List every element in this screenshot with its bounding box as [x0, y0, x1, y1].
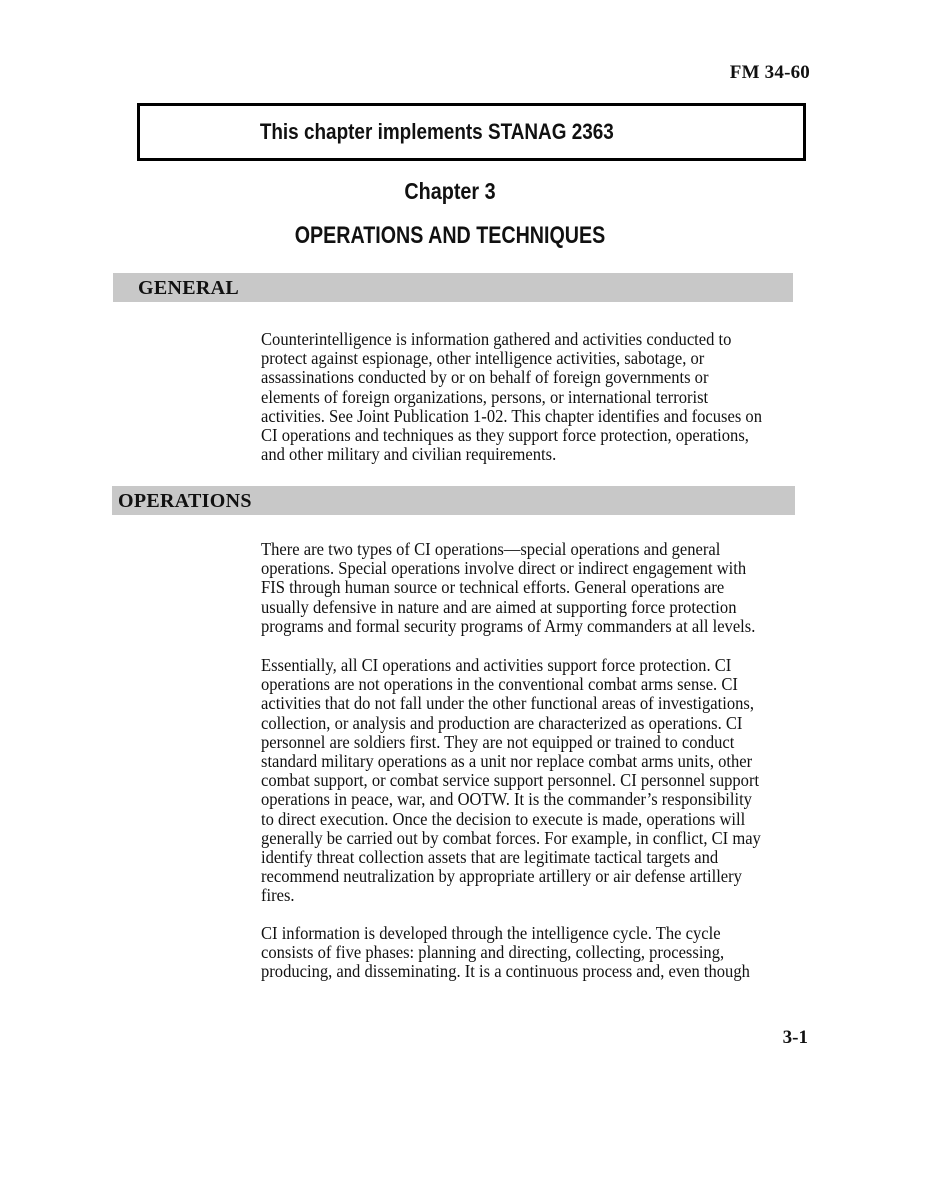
operations-paragraph-intelligence-cycle: CI information is developed through the intelligence cycle. The cycle consists of five phases: planning and directing, collecting, processing, producing, and disseminating. It is a continuous process and, even though — [261, 923, 750, 982]
page-number: 3-1 — [782, 1027, 808, 1048]
stanag-notice-text: This chapter implements STANAG 2363 — [259, 119, 614, 144]
section-heading-general: GENERAL — [138, 277, 240, 299]
document-id: FM 34-60 — [729, 62, 810, 83]
operations-paragraph-types: There are two types of CI operations—special operations and general operations. Special operations involve direct or indirect engagement with FIS through human source or technical efforts. General operations are usually defensive in nature and are aimed at supporting force protection programs and formal security programs of Army commanders at all levels. — [261, 539, 756, 636]
general-paragraph: Counterintelligence is information gathered and activities conducted to protect against espionage, other intelligence activities, sabotage, or assassinations conducted by or on behalf of foreign governments or elements of foreign organizations, persons, or international terrorist activities. See Joint Publication 1-02. This chapter identifies and focuses on CI operations and techniques as they support force protection, operations, and other military and civilian requirements. — [261, 329, 762, 465]
stanag-notice-box — [137, 103, 806, 161]
operations-paragraph-force-protection: Essentially, all CI operations and activities support force protection. CI operations are not operations in the conventional combat arms sense. CI activities that do not fall under the other functional areas of investigations, collection, or analysis and production are characterized as operations. CI personnel are soldiers first. They are not equipped or trained to conduct standard military operations as a unit nor replace combat arms units, other combat support, or combat service support personnel. CI personnel support operations in peace, war, and OOTW. It is the commander’s responsibility to direct execution. Once the decision to execute is made, operations will generally be carried out by combat forces. For example, in conflict, CI may identify threat collection assets that are legitimate tactical targets and recommend neutralization by appropriate artillery or air defense artillery fires. — [261, 655, 761, 906]
chapter-number: Chapter 3 — [404, 178, 496, 204]
chapter-title: OPERATIONS AND TECHNIQUES — [294, 222, 606, 249]
section-heading-bar-operations — [112, 486, 795, 515]
section-heading-bar-general — [113, 273, 793, 302]
section-heading-operations: OPERATIONS — [118, 490, 252, 512]
